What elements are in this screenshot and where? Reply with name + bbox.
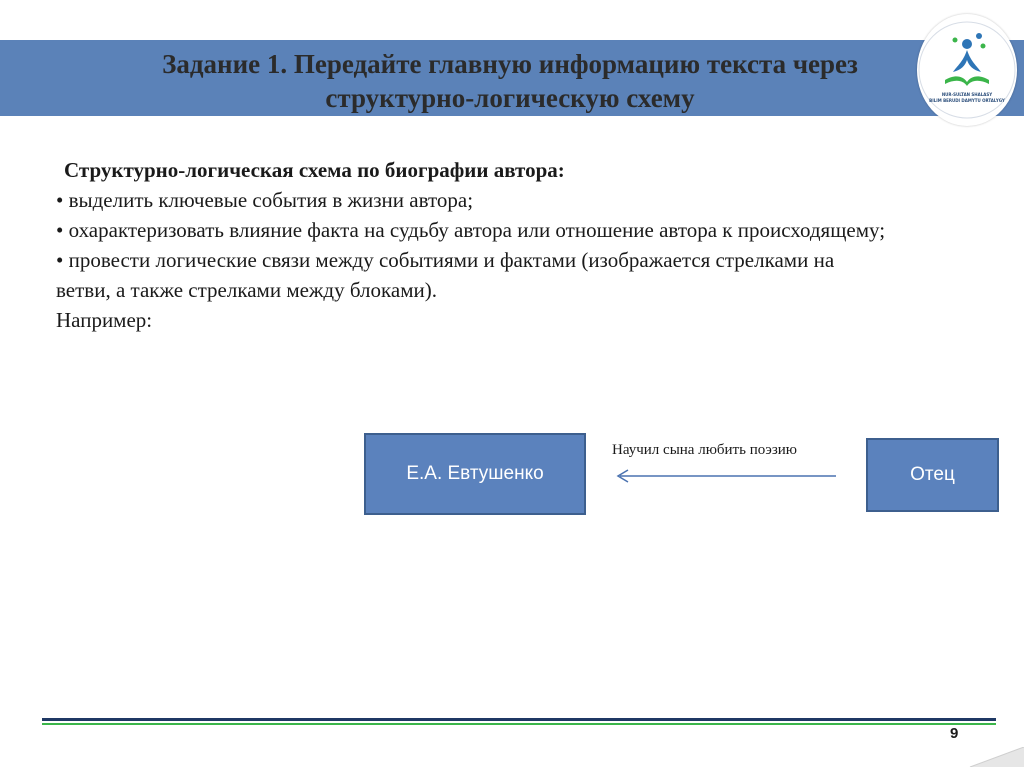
bullet-item: • охарактеризовать влияние факта на судьбу автора или отношение автора к происходящему;: [56, 218, 886, 242]
author-box: Е.А. Евтушенко: [364, 433, 586, 515]
logo-text-line1: NUR-SULTAN SHALASY: [941, 92, 993, 97]
father-box: Отец: [866, 438, 999, 512]
footer-divider-navy: [42, 718, 996, 721]
page-curl-icon: [960, 747, 1024, 767]
instructions-heading: Структурно-логическая схема по биографии автора:: [64, 158, 565, 182]
footer-divider-green: [42, 723, 996, 725]
page-number: 9: [950, 725, 959, 742]
bullet-item: • выделить ключевые события в жизни автора;: [56, 188, 474, 212]
arrow-label: Научил сына любить поэзию: [612, 442, 798, 458]
logo-text-line2: BILIM BERUDI DAMYTU ORTALYGY: [929, 98, 1005, 103]
organization-logo: [917, 14, 1017, 126]
bullet-item: • провести логические связи между событиями и фактами (изображается стрелками на ветви, а также стрелками между блоками).: [56, 248, 835, 302]
logo-emblem-icon: [917, 14, 1017, 126]
left-arrow-icon: [610, 466, 840, 486]
slide-title: Задание 1. Передайте главную информацию текста через структурно-логическую схему: [162, 49, 858, 113]
example-label: Например:: [56, 308, 153, 332]
instructions-block: [56, 155, 886, 335]
